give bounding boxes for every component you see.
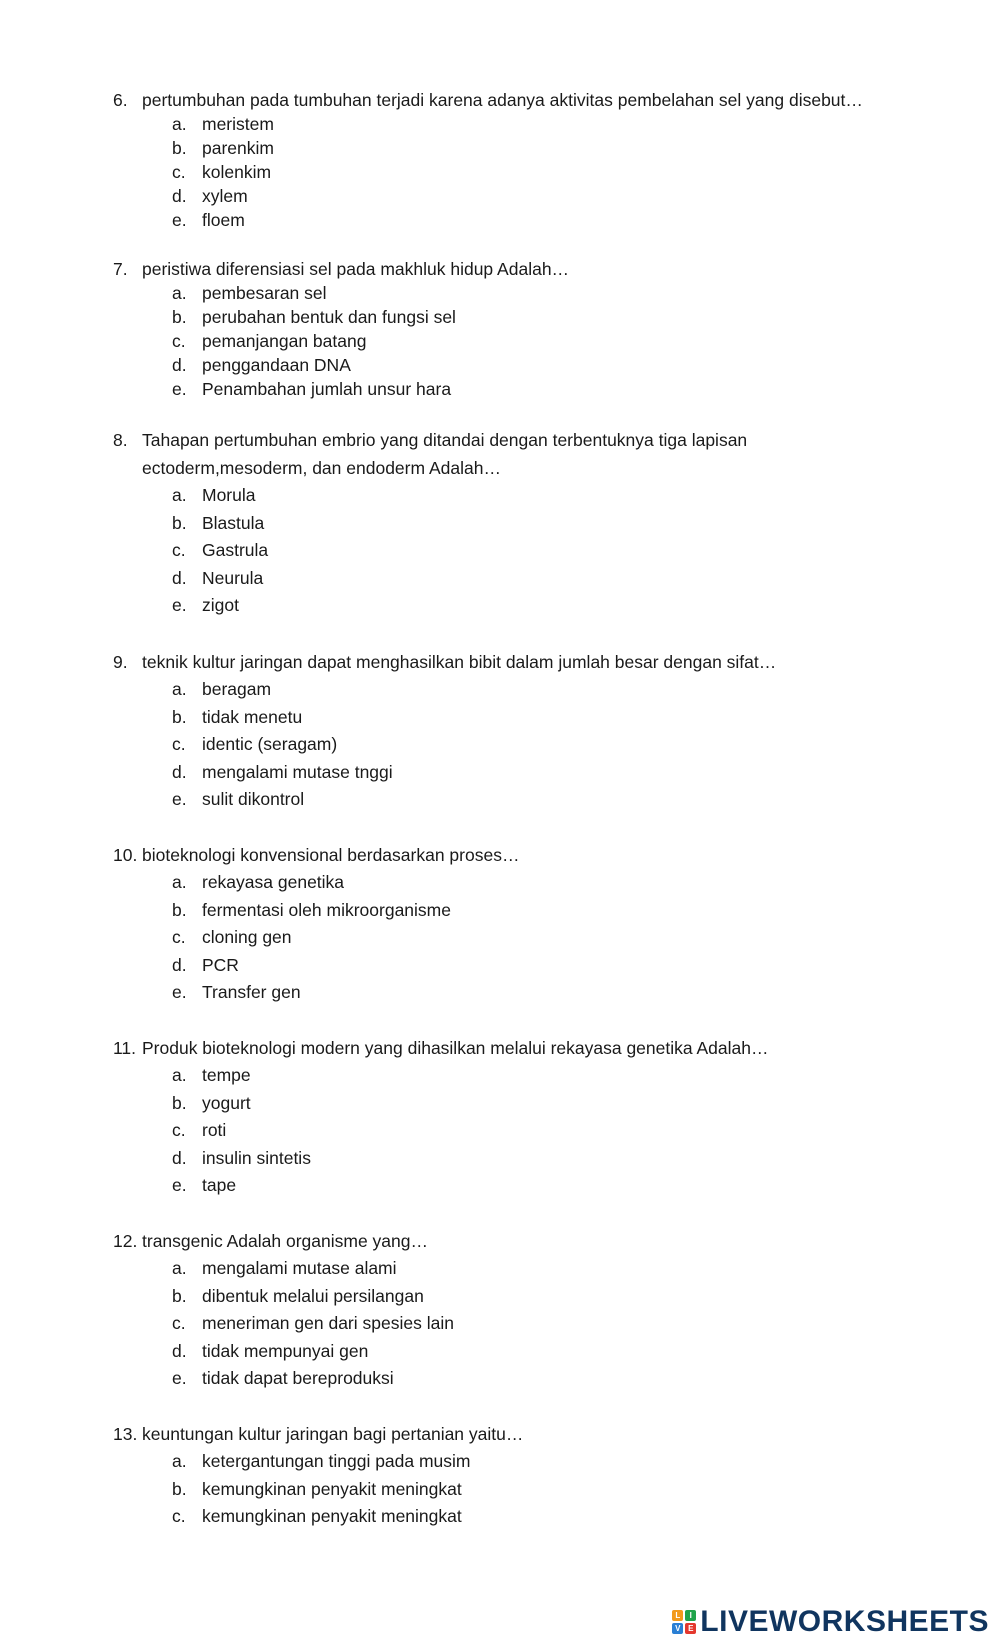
option-letter: e. (172, 595, 187, 615)
option-c[interactable] (172, 1117, 913, 1145)
option-letter: b. (172, 138, 187, 158)
option-b[interactable] (172, 704, 913, 732)
option-text: Gastrula (202, 540, 269, 560)
option-d[interactable] (172, 1145, 913, 1173)
logo-mark-icon (672, 1610, 696, 1634)
option-letter: c. (172, 162, 186, 182)
option-text: tidak dapat bereproduksi (202, 1368, 394, 1388)
option-e[interactable] (172, 377, 913, 401)
option-letter: c. (172, 1313, 186, 1333)
option-e[interactable] (172, 786, 913, 814)
question-13 (113, 1420, 913, 1531)
option-e[interactable] (172, 1365, 913, 1393)
question-stem: transgenic Adalah organisme yang… (142, 1231, 429, 1251)
question-7 (113, 257, 913, 401)
option-a[interactable] (172, 112, 913, 136)
question-stem: Produk bioteknologi modern yang dihasilkan melalui rekayasa genetika Adalah… (142, 1038, 769, 1058)
option-letter: b. (172, 899, 187, 920)
option-letter: d. (172, 1340, 187, 1361)
option-letter: d. (172, 186, 187, 206)
option-text: kemungkinan penyakit meningkat (202, 1478, 462, 1499)
option-text: mengalami mutase tnggi (202, 761, 393, 782)
option-text: identic (seragam) (202, 734, 338, 754)
option-e[interactable] (172, 979, 913, 1007)
question-9 (113, 648, 913, 814)
option-b[interactable] (172, 510, 793, 538)
option-letter: a. (172, 679, 187, 699)
question-11 (113, 1034, 913, 1200)
option-letter: d. (172, 1147, 187, 1168)
option-a[interactable] (172, 869, 913, 897)
option-d[interactable] (172, 184, 913, 208)
option-a[interactable] (172, 1062, 913, 1090)
option-a[interactable] (172, 1255, 913, 1283)
option-c[interactable] (172, 924, 913, 952)
option-text: floem (202, 210, 245, 230)
option-text: Blastula (202, 512, 265, 533)
question-12 (113, 1227, 913, 1393)
option-text: yogurt (202, 1092, 251, 1113)
option-text: meneriman gen dari spesies lain (202, 1313, 454, 1333)
option-c[interactable] (172, 160, 913, 184)
option-d[interactable] (172, 952, 913, 980)
option-d[interactable] (172, 565, 793, 593)
option-b[interactable] (172, 305, 913, 329)
question-8 (113, 426, 793, 620)
option-a[interactable] (172, 1448, 913, 1476)
option-b[interactable] (172, 897, 913, 925)
option-text: meristem (202, 114, 274, 134)
option-letter: b. (172, 706, 187, 727)
option-letter: a. (172, 1065, 187, 1085)
option-text: xylem (202, 186, 248, 206)
option-e[interactable] (172, 1172, 913, 1200)
option-text: rekayasa genetika (202, 872, 345, 892)
option-letter: e. (172, 379, 187, 399)
question-stem: keuntungan kultur jaringan bagi pertanian yaitu… (142, 1424, 524, 1444)
option-a[interactable] (172, 676, 913, 704)
option-text: cloning gen (202, 927, 292, 947)
logo-mark-e: E (685, 1623, 696, 1634)
logo-mark-l: L (672, 1610, 683, 1621)
logo-mark-v: V (672, 1623, 683, 1634)
option-letter: b. (172, 1478, 187, 1499)
option-b[interactable] (172, 1283, 913, 1311)
question-number: 7. (113, 259, 128, 279)
option-letter: b. (172, 512, 187, 533)
option-text: Morula (202, 485, 256, 505)
option-text: Transfer gen (202, 982, 301, 1002)
question-number: 6. (113, 90, 128, 110)
option-letter: e. (172, 210, 187, 230)
option-letter: b. (172, 1285, 187, 1306)
option-b[interactable] (172, 1476, 913, 1504)
option-letter: d. (172, 355, 187, 375)
option-letter: b. (172, 307, 187, 327)
option-letter: d. (172, 761, 187, 782)
option-text: sulit dikontrol (202, 789, 305, 809)
option-d[interactable] (172, 759, 913, 787)
option-letter: b. (172, 1092, 187, 1113)
option-text: ketergantungan tinggi pada musim (202, 1451, 471, 1471)
question-number: 13. (113, 1424, 138, 1444)
option-text: pembesaran sel (202, 283, 327, 303)
option-text: pemanjangan batang (202, 331, 367, 351)
option-text: Neurula (202, 567, 264, 588)
option-text: roti (202, 1120, 227, 1140)
option-text: kemungkinan penyakit meningkat (202, 1506, 462, 1526)
option-text: beragam (202, 679, 272, 699)
option-letter: a. (172, 1451, 187, 1471)
option-c[interactable] (172, 1310, 913, 1338)
question-stem: peristiwa diferensiasi sel pada makhluk hidup Adalah… (142, 259, 570, 279)
option-letter: c. (172, 734, 186, 754)
option-letter: a. (172, 114, 187, 134)
option-text: dibentuk melalui persilangan (202, 1285, 424, 1306)
option-text: fermentasi oleh mikroorganisme (202, 899, 451, 920)
option-letter: e. (172, 789, 187, 809)
option-b[interactable] (172, 136, 913, 160)
option-e[interactable] (172, 592, 793, 620)
option-text: tempe (202, 1065, 251, 1085)
question-number: 11. (113, 1038, 137, 1058)
option-text: parenkim (202, 138, 274, 158)
option-d[interactable] (172, 353, 913, 377)
option-text: tidak menetu (202, 706, 303, 727)
option-text: insulin sintetis (202, 1147, 311, 1168)
option-d[interactable] (172, 1338, 913, 1366)
option-text: zigot (202, 595, 239, 615)
option-text: tape (202, 1175, 237, 1195)
option-text: kolenkim (202, 162, 272, 182)
question-number: 10. (113, 845, 138, 865)
option-text: perubahan bentuk dan fungsi sel (202, 307, 456, 327)
option-c[interactable] (172, 537, 793, 565)
option-letter: a. (172, 1258, 187, 1278)
option-letter: a. (172, 283, 187, 303)
liveworksheets-logo (672, 1602, 989, 1642)
option-letter: c. (172, 1120, 186, 1140)
option-letter: a. (172, 485, 187, 505)
question-number: 9. (113, 652, 128, 672)
question-10 (113, 841, 913, 1007)
question-stem: bioteknologi konvensional berdasarkan proses… (142, 845, 520, 865)
option-text: penggandaan DNA (202, 355, 351, 375)
option-letter: c. (172, 540, 186, 560)
question-number: 12. (113, 1231, 138, 1251)
option-text: mengalami mutase alami (202, 1258, 397, 1278)
option-c[interactable] (172, 329, 913, 353)
option-letter: d. (172, 954, 187, 975)
option-c[interactable] (172, 731, 913, 759)
option-letter: c. (172, 927, 186, 947)
option-letter: e. (172, 982, 187, 1002)
option-letter: e. (172, 1368, 187, 1388)
option-a[interactable] (172, 482, 793, 510)
option-letter: a. (172, 872, 187, 892)
option-text: Penambahan jumlah unsur hara (202, 379, 452, 399)
logo-text: LIVEWORKSHEETS (700, 1605, 989, 1638)
option-a[interactable] (172, 281, 913, 305)
option-text: PCR (202, 954, 239, 975)
option-c[interactable] (172, 1503, 913, 1531)
option-letter: d. (172, 567, 187, 588)
option-b[interactable] (172, 1090, 913, 1118)
question-stem: teknik kultur jaringan dapat menghasilkan bibit dalam jumlah besar dengan sifat… (142, 652, 777, 672)
option-e[interactable] (172, 208, 913, 232)
logo-mark-i: I (685, 1610, 696, 1621)
question-6 (113, 88, 913, 232)
question-number: 8. (113, 430, 128, 450)
option-text: tidak mempunyai gen (202, 1340, 369, 1361)
option-letter: c. (172, 1506, 186, 1526)
question-stem: Tahapan pertumbuhan embrio yang ditandai dengan terbentuknya tiga lapisan ectoderm,mesoderm, dan endoderm Adalah… (142, 430, 748, 478)
option-letter: e. (172, 1175, 187, 1195)
question-stem: pertumbuhan pada tumbuhan terjadi karena adanya aktivitas pembelahan sel yang disebut… (142, 90, 863, 110)
option-letter: c. (172, 331, 186, 351)
